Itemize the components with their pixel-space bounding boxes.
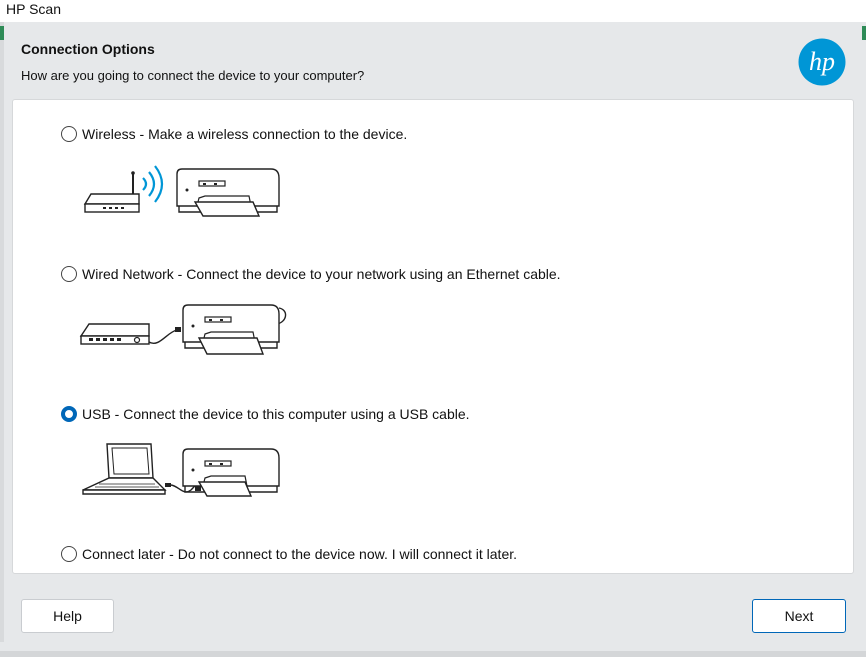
hp-logo-icon — [798, 38, 846, 86]
page-title: Connection Options — [21, 41, 155, 57]
radio-connect-later[interactable] — [61, 546, 77, 562]
dialog-footer — [4, 576, 862, 646]
radio-usb[interactable] — [61, 406, 77, 422]
option-wired-network-label: Wired Network - Connect the device to your network using an Ethernet cable. — [82, 266, 561, 282]
option-connect-later-label: Connect later - Do not connect to the device now. I will connect it later. — [82, 546, 518, 562]
dialog-header — [4, 22, 862, 98]
option-wireless-label: Wireless - Make a wireless connection to the device. — [82, 126, 408, 142]
wireless-router-printer-illustration — [81, 160, 281, 222]
page-subtitle: How are you going to connect the device to your computer? — [21, 68, 365, 83]
ethernet-router-printer-illustration — [79, 296, 289, 360]
option-usb-label: USB - Connect the device to this computer using a USB cable. — [82, 406, 470, 422]
background-app-edge — [0, 22, 4, 642]
radio-wired-network[interactable] — [61, 266, 77, 282]
background-app-bottom — [0, 651, 866, 657]
help-button[interactable]: Help — [21, 599, 114, 633]
radio-wireless[interactable] — [61, 126, 77, 142]
window-title: HP Scan — [6, 1, 61, 17]
background-app-accent-right — [862, 26, 866, 40]
hp-logo-text: hp — [809, 47, 835, 76]
options-panel — [12, 99, 854, 574]
next-button[interactable]: Next — [752, 599, 846, 633]
laptop-usb-printer-illustration — [79, 440, 289, 504]
title-bar — [0, 0, 866, 22]
